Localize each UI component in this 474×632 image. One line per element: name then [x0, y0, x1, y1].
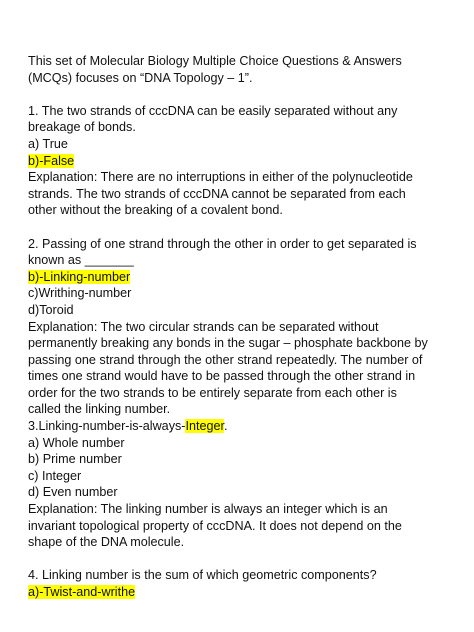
intro-line: (MCQs) focuses on “DNA Topology – 1”.	[28, 70, 253, 85]
option-c: c) Integer	[28, 468, 82, 483]
explanation-line: permanently breaking any bonds in the sugar – phosphate backbone by	[28, 336, 428, 351]
explanation-line: Explanation: The two circular strands can be separated without	[28, 319, 379, 334]
explanation-line: strands. The two strands of cccDNA cannot be separated from each	[28, 186, 406, 201]
question-text: 4. Linking number is the sum of which geometric components?	[28, 568, 377, 583]
answer-highlight: b)-False	[28, 153, 75, 168]
explanation-line: called the linking number.	[28, 402, 171, 417]
option-c: c)Writhing-number	[28, 286, 132, 301]
question-text: 2. Passing of one strand through the other in order to get separated is	[28, 236, 417, 251]
spacer	[28, 551, 446, 568]
intro	[28, 53, 446, 86]
explanation-line: passing one strand through the other strand repeatedly. The number of	[28, 352, 423, 367]
explanation-line: times one strand would have to be passed through the other strand in	[28, 369, 416, 384]
question-text: breakage of bonds.	[28, 120, 136, 135]
question-text: known as _______	[28, 253, 134, 268]
question-text: 1. The two strands of cccDNA can be easily separated without any	[28, 103, 398, 118]
option-b: b) Prime number	[28, 452, 122, 467]
spacer	[28, 219, 446, 236]
intro-line: This set of Molecular Biology Multiple Choice Questions & Answers	[28, 54, 402, 68]
explanation-line: other without the breaking of a covalent bond.	[28, 203, 283, 218]
question-2	[28, 236, 446, 419]
option-a: a) Whole number	[28, 435, 125, 450]
question-prefix: 3.Linking-number-is-always-	[28, 419, 186, 434]
spacer	[28, 86, 446, 103]
question-4	[28, 567, 446, 600]
answer-highlight: a)-Twist-and-writhe	[28, 585, 136, 599]
answer-highlight: Integer	[185, 419, 224, 434]
question-suffix: .	[224, 419, 228, 434]
question-3	[28, 418, 446, 551]
explanation-line: invariant topological property of cccDNA. It does not depend on the	[28, 518, 402, 533]
question-1	[28, 103, 446, 219]
explanation-line: shape of the DNA molecule.	[28, 535, 185, 550]
explanation-line: Explanation: There are no interruptions in either of the polynucleotide	[28, 170, 413, 185]
answer-highlight: b)-Linking-number	[28, 269, 131, 284]
explanation-line: order for the two strands to be entirely separate from each other is	[28, 385, 397, 400]
question-text	[28, 418, 446, 435]
option-d: d)Toroid	[28, 302, 74, 317]
explanation-line: Explanation: The linking number is always an integer which is an	[28, 502, 388, 517]
option-d: d) Even number	[28, 485, 118, 500]
option-a: a) True	[28, 136, 68, 151]
